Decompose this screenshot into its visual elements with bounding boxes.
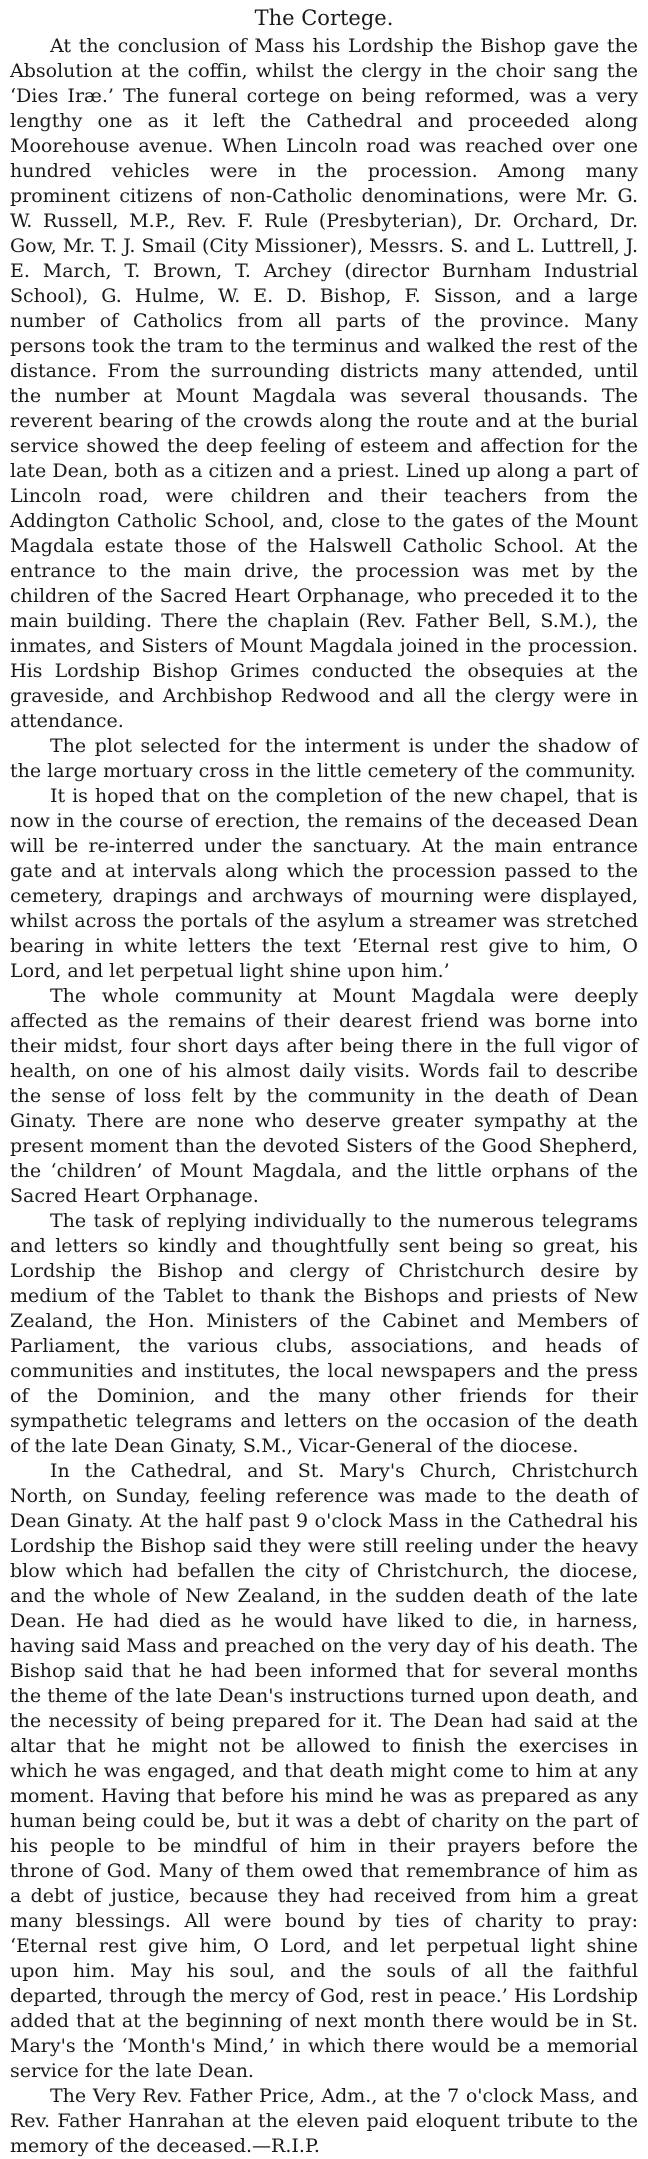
paragraph-sunday-reference: In the Cathedral, and St. Mary's Church, Christchurch North, on Sunday, feeling reference was made to the death of Dean Ginaty. At the half past 9 o'clock Mass in the Cathedral his Lordship the Bishop said they were still reeling under the heavy blow which had befallen the city of Christchurch, the diocese, and the whole of New Zealand, in the sudden death of the late Dean. He had died as he would have liked to die, in harness, having said Mass and preached on the very day of his death. The Bishop said that he had been informed that for several months the theme of the late Dean's instructions turned upon death, and the necessity of being prepared for it. The Dean had said at the altar that he might not be allowed to finish the exercises in which he was engaged, and that death might come to him at any moment. Having that before his mind he was as prepared as any human being could be, but it was a debt of charity on the part of his people to be mindful of him in their prayers before the throne of God. Many of them owed that remembrance of him as a debt of justice, because they had received from him a great many blessings. All were bound by ties of charity to pray: ‘Eternal rest give him, O Lord, and let perpetual light shine upon him. May his soul, and the souls of all the faithful departed, through the mercy of God, rest in peace.’ His Lordship added that at the beginning of next month there would be in St. Mary's the ‘Month's Mind,’ in which there would be a memorial service for the late Dean. — [10, 1460, 638, 2082]
paragraph-community: The whole community at Mount Magdala were deeply affected as the remains of their dearest friend was borne into their midst, four short days after being there in the full vigor of health, on one of his almost daily visits. Words fail to describe the sense of loss felt by the community in the death of Dean Ginaty. There are none who deserve greater sympathy at the present moment than the devoted Sisters of the Good Shepherd, the ‘children’ of Mount Magdala, and the little orphans of the Sacred Heart Orphanage. — [10, 985, 638, 1207]
paragraph-cortege: At the conclusion of Mass his Lordship the Bishop gave the Absolution at the coffin, whilst the clergy in the choir sang the ‘Dies Iræ.’ The funeral cortege on being reformed, was a very lengthy one as it left the Cathedral and proceeded along Moorehouse avenue. When Lincoln road was reached over one hundred vehicles were in the procession. Among many prominent citizens of non-Catholic denominations, were Mr. G. W. Russell, M.P., Rev. F. Rule (Presbyterian), Dr. Orchard, Dr. Gow, Mr. T. J. Smail (City Missioner), Messrs. S. and L. Luttrell, J. E. March, T. Brown, T. Archey (director Burnham Industrial School), G. Hulme, W. E. D. Bishop, F. Sisson, and a large number of Catholics from all parts of the province. Many persons took the tram to the terminus and walked the rest of the distance. From the surrounding districts many attended, until the number at Mount Magdala was several thousands. The reverent bearing of the crowds along the route and at the burial service showed the deep feeling of esteem and affection for the late Dean, both as a citizen and a priest. Lined up along a part of Lincoln road, were children and their teachers from the Addington Catholic School, and, close to the gates of the Mount Magdala estate those of the Halswell Catholic School. At the entrance to the main drive, the procession was met by the children of the Sacred Heart Orphanage, who preceded it to the main building. There the chaplain (Rev. Father Bell, S.M.), the inmates, and Sisters of Mount Magdala joined in the procession. His Lordship Bishop Grimes conducted the obsequies at the graveside, and Archbishop Redwood and all the clergy were in attendance. — [10, 35, 638, 732]
paragraph-new-chapel: It is hoped that on the completion of the new chapel, that is now in the course of erection, the remains of the deceased Dean will be re-interred under the sanctuary. At the main entrance gate and at intervals along which the procession passed to the cemetery, drapings and archways of mourning were displayed, whilst across the portals of the asylum a streamer was stretched bearing in white letters the text ‘Eternal rest give to him, O Lord, and let perpetual light shine upon him.’ — [10, 785, 638, 982]
paragraph-tribute: The Very Rev. Father Price, Adm., at the 7 o'clock Mass, and Rev. Father Hanrahan at the eleven paid eloquent tribute to the memory of the deceased.—R.I.P. — [10, 2085, 638, 2157]
paragraph-interment: The plot selected for the interment is under the shadow of the large mortuary cross in the little cemetery of the community. — [10, 735, 638, 782]
article-title: The Cortege. — [254, 6, 394, 30]
paragraph-thanks: The task of replying individually to the numerous telegrams and letters so kindly and thoughtfully sent being so great, his Lordship the Bishop and clergy of Christchurch desire by medium of the Tablet to thank the Bishops and priests of New Zealand, the Hon. Ministers of the Cabinet and Members of Parliament, the various clubs, associations, and heads of communities and institutes, the local newspapers and the press of the Dominion, and the many other friends for their sympathetic telegrams and letters on the occasion of the death of the late Dean Ginaty, S.M., Vicar-General of the diocese. — [10, 1210, 638, 1457]
